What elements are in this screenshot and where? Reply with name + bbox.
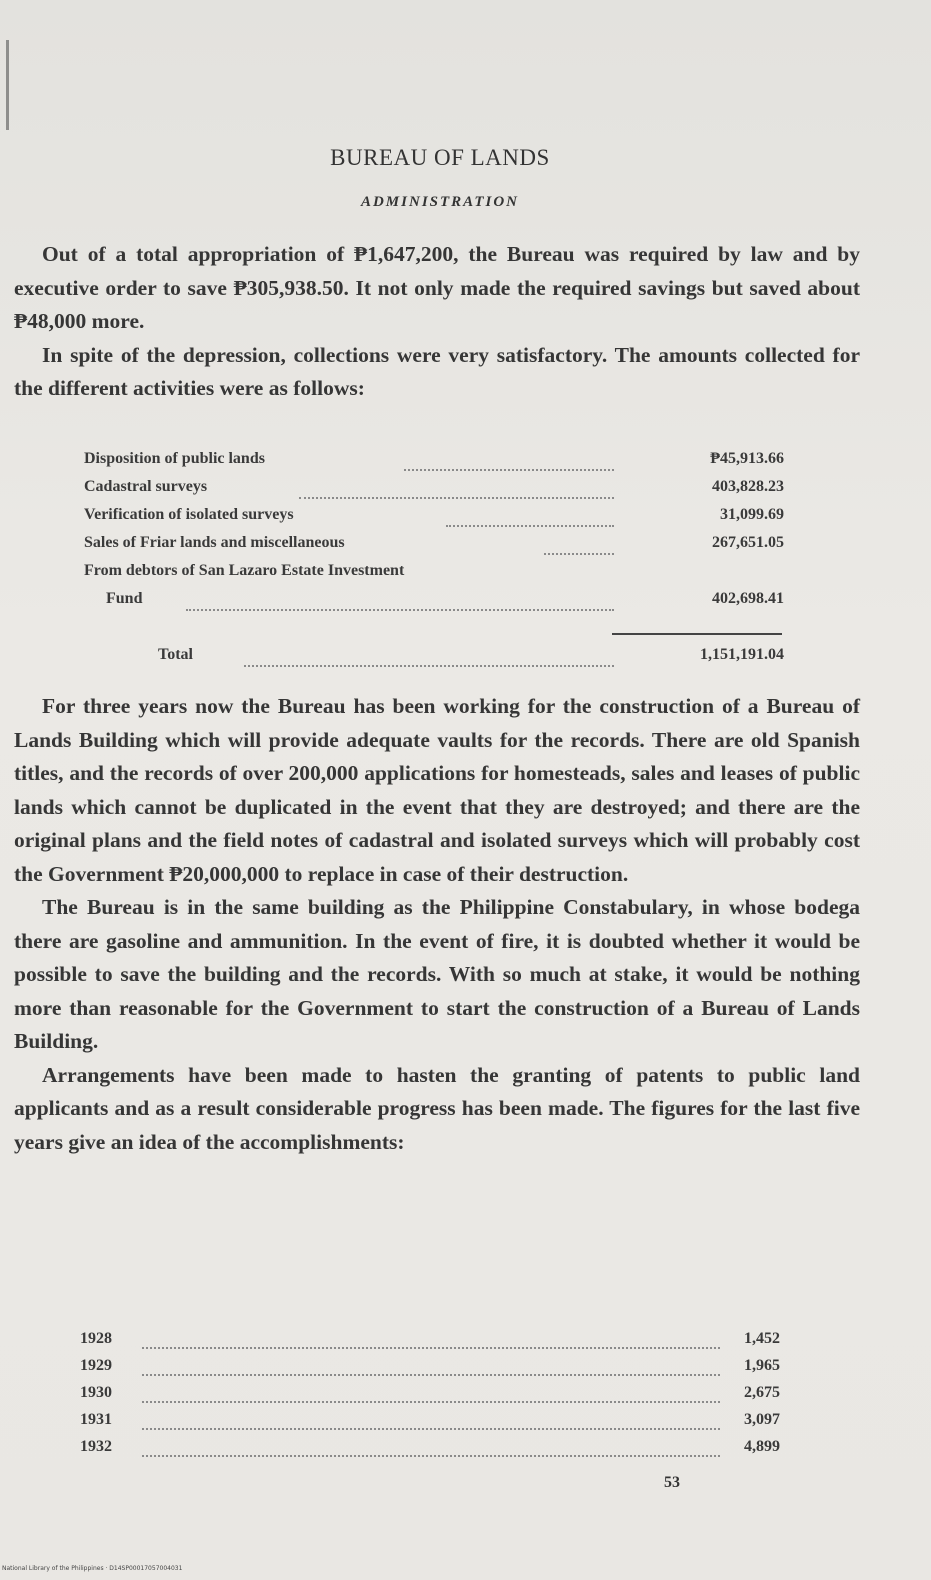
- page-title: BUREAU OF LANDS: [330, 145, 550, 170]
- table-row: [84, 534, 784, 558]
- paragraph-building: [14, 690, 860, 1159]
- paragraph-text: Arrangements have been made to hasten the granting of patents to public land applicants and as a result considerable progress has been made. The figures for the last five years give an idea of the accomplishments:: [14, 1062, 860, 1154]
- leader-dots: [244, 663, 614, 667]
- table-row: [80, 1330, 780, 1356]
- paragraph-text: The Bureau is in the same building as the Philippine Constabulary, in whose bodega there are gasoline and ammunition. In the event of fire, it is doubted whether it would be possible to save the building and the records. With so much at stake, it would be nothing more than reasonable for the Government to start the construction of a Bureau of Lands Building.: [14, 895, 860, 1053]
- row-year: 1928: [80, 1330, 112, 1347]
- table-row: [84, 478, 784, 502]
- paragraph-text: For three years now the Bureau has been working for the construction of a Bureau of Lands Building which will provide adequate vaults for the records. There are old Spanish titles, and the records of over 200,000 applications for homesteads, sales and leases of public lands which cannot be duplicated in the event that they are destroyed; and there are the original plans and the field notes of cadastral and isolated surveys which will probably cost the Government ₱20,000,000 to replace in case of their destruction.: [14, 694, 860, 886]
- page-number: 53: [664, 1474, 680, 1491]
- leader-dots: [142, 1428, 720, 1430]
- row-amount: 31,099.69: [720, 506, 784, 523]
- row-year: 1930: [80, 1384, 112, 1401]
- total-rule: [612, 633, 782, 635]
- row-count: 4,899: [744, 1438, 780, 1455]
- row-label: Disposition of public lands: [84, 450, 265, 467]
- leader-dots: [299, 495, 614, 499]
- row-label: Sales of Friar lands and miscellaneous: [84, 534, 345, 551]
- row-label: Fund: [106, 590, 143, 607]
- row-count: 2,675: [744, 1384, 780, 1401]
- table-row: [80, 1438, 780, 1464]
- row-year: 1931: [80, 1411, 112, 1428]
- table-row: [84, 506, 784, 530]
- row-year: 1929: [80, 1357, 112, 1374]
- row-count: 1,452: [744, 1330, 780, 1347]
- paragraph-text: Out of a total appropriation of ₱1,647,200, the Bureau was required by law and by executive order to save ₱305,938.50. It not only made the required savings but saved about ₱48,000 more.: [14, 242, 860, 333]
- total-amount: 1,151,191.04: [700, 646, 784, 663]
- leader-dots: [142, 1401, 720, 1403]
- scan-credit: National Library of the Philippines · D14SP00017057004031: [2, 1565, 183, 1572]
- table-row: [84, 562, 784, 586]
- section-subtitle: ADMINISTRATION: [360, 194, 520, 210]
- row-label: Cadastral surveys: [84, 478, 208, 495]
- leader-dots: [142, 1374, 720, 1376]
- table-row: [80, 1411, 780, 1437]
- row-count: 1,965: [744, 1357, 780, 1374]
- row-label: Verification of isolated surveys: [84, 506, 294, 523]
- leader-dots: [186, 607, 614, 611]
- paragraph-appropriation: [14, 238, 860, 406]
- leader-dots: [446, 523, 614, 527]
- total-label: Total: [158, 646, 193, 663]
- table-row: [80, 1384, 780, 1410]
- row-count: 3,097: [744, 1411, 780, 1428]
- table-total-row: [84, 646, 784, 670]
- page-edge-mark: [6, 40, 9, 130]
- row-amount: 403,828.23: [712, 478, 784, 495]
- leader-dots: [142, 1455, 720, 1457]
- table-row: [84, 590, 784, 614]
- table-row: [84, 450, 784, 474]
- paragraph-text: In spite of the depression, collections were very satisfactory. The amounts collected for the different activities were as follows:: [14, 342, 860, 400]
- leader-dots: [544, 551, 614, 555]
- row-year: 1932: [80, 1438, 112, 1455]
- row-label: From debtors of San Lazaro Estate Investment: [84, 562, 405, 579]
- row-amount: ₱45,913.66: [710, 450, 784, 467]
- row-amount: 267,651.05: [712, 534, 784, 551]
- table-row: [80, 1357, 780, 1383]
- row-amount: 402,698.41: [712, 590, 784, 607]
- leader-dots: [142, 1347, 720, 1349]
- leader-dots: [404, 467, 614, 471]
